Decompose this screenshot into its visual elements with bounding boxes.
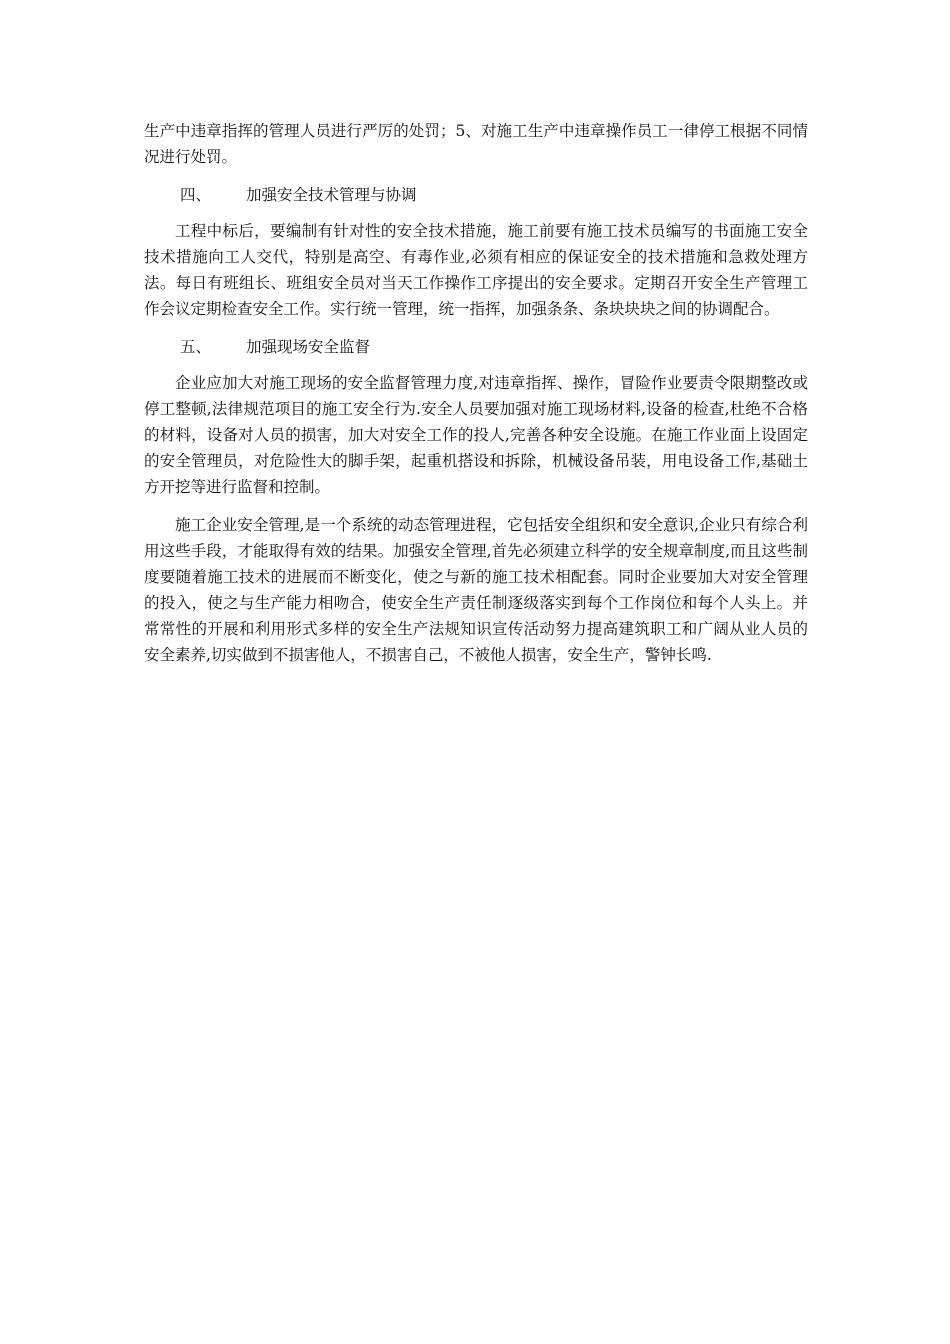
section-5-number: 五、: [180, 338, 212, 356]
section-5-title: 加强现场安全监督: [246, 338, 371, 356]
document-page: [144, 118, 808, 668]
section-4-title: 加强安全技术管理与协调: [246, 186, 417, 204]
section-4-heading: [144, 182, 808, 208]
section-5-paragraph-1: 企业应加大对施工现场的安全监督管理力度,对违章指挥、操作，冒险作业要责令限期整改或停工整顿,法律规范项目的施工安全行为.安全人员要加强对施工现场材料,设备的检查,杜绝不合格的材料，设备对人员的损害，加大对安全工作的投人,完善各种安全设施。在施工作业面上设固定的安全管理员，对危险性大的脚手架，起重机搭设和拆除，机械设备吊装，用电设备工作,基础土方开挖等进行监督和控制。: [144, 374, 808, 496]
section-5-heading: [144, 334, 808, 360]
section-4-paragraph: 工程中标后，要编制有针对性的安全技术措施，施工前要有施工技术员编写的书面施工安全技术措施向工人交代，特别是高空、有毒作业,必须有相应的保证安全的技术措施和急救处理方法。每日有班组长、班组安全员对当天工作操作工序提出的安全要求。定期召开安全生产管理工作会议定期检查安全工作。实行统一管理，统一指挥，加强条条、条块块块之间的协调配合。: [144, 222, 808, 318]
section-4-number: 四、: [180, 186, 212, 204]
section-5-paragraph-2: 施工企业安全管理,是一个系统的动态管理进程，它包括安全组织和安全意识,企业只有综合利用这些手段，才能取得有效的结果。加强安全管理,首先必须建立科学的安全规章制度,而且这些制度要随着施工技术的进展而不断变化，使之与新的施工技术相配套。同时企业要加大对安全管理的投入，使之与生产能力相吻合，使安全生产责任制逐级落实到每个工作岗位和每个人头上。并常常性的开展和利用形式多样的安全生产法规知识宣传活动努力提高建筑职工和广阔从业人员的安全素养,切实做到不损害他人，不损害自己，不被他人损害，安全生产，警钟长鸣.: [144, 516, 808, 664]
paragraph-gap: [144, 500, 808, 512]
intro-continuation-paragraph: 生产中违章指挥的管理人员进行严厉的处罚；5、对施工生产中违章操作员工一律停工根据不同情况进行处罚。: [144, 122, 808, 166]
